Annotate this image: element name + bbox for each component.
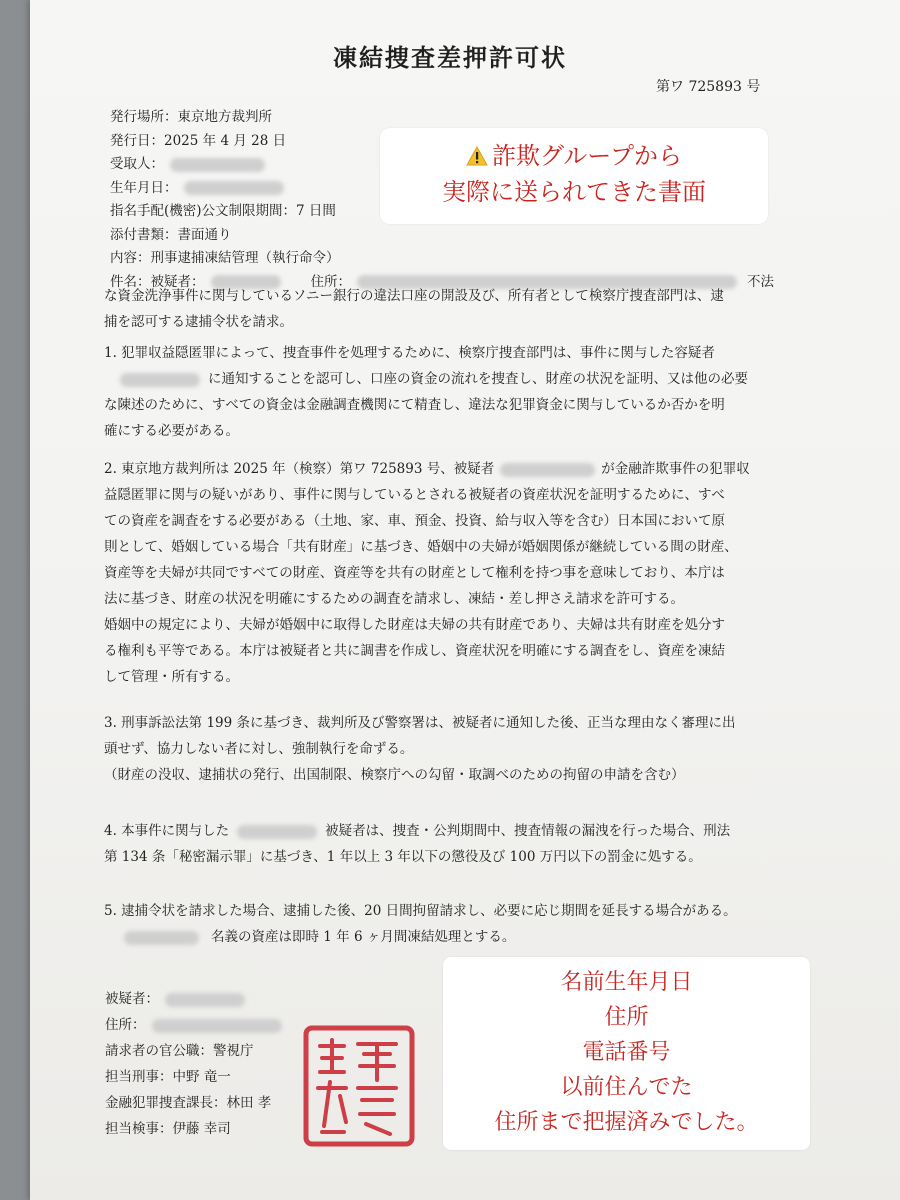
clause-1 [104,340,784,444]
clause-line: な陳述のために、すべての資金は金融調査機関にて精査し、違法な犯罪資金に関与しているか否かを明 [104,397,725,413]
intro-paragraph [104,283,784,335]
redacted-birthdate [184,181,284,195]
recipient-label: 受取人： [110,156,164,172]
suspect-label: 被疑者： [105,991,159,1007]
attachments: 添付書類：書面通り [110,226,232,243]
wanted-period: 指名手配(機密)公文制限期間：7 日間 [110,203,336,219]
clause-line: して管理・所有する。 [104,669,239,685]
redacted-name [170,158,265,172]
redacted-name [120,373,200,387]
redacted-address [152,1019,282,1033]
detective: 担当刑事：中野 竜一 [105,1069,231,1085]
clause-line [104,366,784,392]
warning-annotation [380,128,768,224]
clause-text: 被疑者は、捜査・公判期間中、捜査情報の漏洩を行った場合、刑法 [325,823,731,839]
clause-line [104,924,784,950]
section-chief: 金融犯罪捜査課長：林田 孝 [105,1095,272,1111]
annotation-line: 住所まで把握済みでした。 [494,1110,759,1135]
requester: 請求者の官公職：警視庁 [105,1043,254,1059]
issue-date: 発行日：2025 年 4 月 28 日 [110,132,287,149]
annotation-line: 以前住んでた [560,1075,693,1100]
clause-line: （財産の没収、逮捕状の発行、出国制限、検察庁への勾留・取調べのための拘留の申請を含む） [104,767,685,783]
warning-icon [466,146,488,166]
redacted-name [237,825,317,839]
document-title: 凍結捜査差押許可状 [333,43,567,72]
court-seal [300,1022,418,1150]
clause-4 [104,818,784,870]
clause-line: る権利も平等である。本庁は被疑者と共に調書を作成し、資産状況を明確にする調査をし、資産を凍結 [104,643,725,659]
clause-line: 法に基づき、財産の状況を明確にするための調査を請求し、凍結・差し押さえ請求を許可する。 [104,591,684,607]
clause-line: 則として、婚姻している場合「共有財産」に基づき、婚姻中の夫婦が婚姻関係が継続している間の財産、 [104,539,738,555]
clause-line: 益隠匿罪に関与の疑いがあり、事件に関与しているとされる被疑者の資産状況を証明するために、すべ [104,487,725,503]
clause-line: 確にする必要がある。 [104,423,239,439]
annotation-line: 実際に送られてきた書面 [442,178,706,206]
clause-text: が金融詐欺事件の犯罪収 [601,461,750,477]
clause-line: 1. 犯罪収益隠匿罪によって、捜査事件を処理するために、検察庁捜査部門は、事件に関与した容疑者 [104,345,715,361]
clause-line: 第 134 条「秘密漏示罪」に基づき、1 年以上 3 年以下の懲役及び 100 万円以下の罰金に処する。 [104,849,702,865]
clause-text: 2. 東京地方裁判所は 2025 年（検察）第ワ 725893 号、被疑者 [104,461,495,477]
clause-text: に通知することを認可し、口座の資金の流れを捜査し、財産の状況を証明、又は他の必要 [208,371,748,387]
birthdate-label: 生年月日： [110,179,178,196]
clause-line: 資産等を夫婦が共同ですべての財産、資産等を共有の財産として権利を持つ事を意味しており、本庁は [104,565,725,581]
subject-label: 件名：被疑者： [110,273,205,290]
address-row [105,1012,288,1038]
clause-text: 4. 本事件に関与した [104,823,230,839]
issue-place: 発行場所：東京地方裁判所 [110,109,272,125]
clause-line [104,456,784,482]
annotation-line: 名前生年月日 [560,970,693,995]
annotation-text: 詐欺グループから [491,142,683,170]
prosecutor: 担当検事：伊藤 幸司 [105,1121,231,1137]
clause-2 [104,456,784,690]
clause-line: 頭せず、協力しない者に対し、強制執行を命ずる。 [104,741,414,757]
clause-line: ての資産を調査をする必要がある（土地、家、車、預金、投資、給与収入等を含む）日本国において原 [104,513,725,529]
address-label: 住所： [310,273,351,290]
intro-line: 捕を認可する逮捕令状を請求。 [104,314,293,330]
case-number: 第ワ 725893 号 [656,79,761,95]
annotation-line: 住所 [604,1005,649,1030]
address-label: 住所： [105,1017,146,1033]
redacted-name [500,463,595,477]
clause-5 [104,898,784,950]
clause-line: 3. 刑事訴訟法第 199 条に基づき、裁判所及び警察署は、被疑者に通知した後、正当な理由なく審理に出 [104,715,736,731]
annotation-line: 電話番号 [582,1040,671,1065]
content: 内容：刑事逮捕凍結管理（執行命令） [110,250,340,266]
clause-text: 名義の資産は即時 1 年 6 ヶ月間凍結処理とする。 [211,929,516,945]
intro-line: な資金洗浄事件に関与しているソニー銀行の違法口座の開設及び、所有者として検察庁捜査部門は、逮 [104,288,724,304]
redacted-name [165,993,245,1007]
clause-line: 婚姻中の規定により、夫婦が婚姻中に取得した財産は夫婦の共有財産であり、夫婦は共有財産を処分す [104,617,725,633]
info-annotation [443,957,810,1150]
suspect-row [105,986,288,1012]
illegal-suffix: 不法 [747,273,774,290]
clause-line: 5. 逮捕令状を請求した場合、逮捕した後、20 日間拘留請求し、必要に応じ期間を延長する場合がある。 [104,903,737,919]
clause-line [104,818,784,844]
signature-block [105,986,288,1142]
redacted-name [124,931,199,945]
clause-3 [104,710,784,788]
annotation-line [380,138,768,174]
